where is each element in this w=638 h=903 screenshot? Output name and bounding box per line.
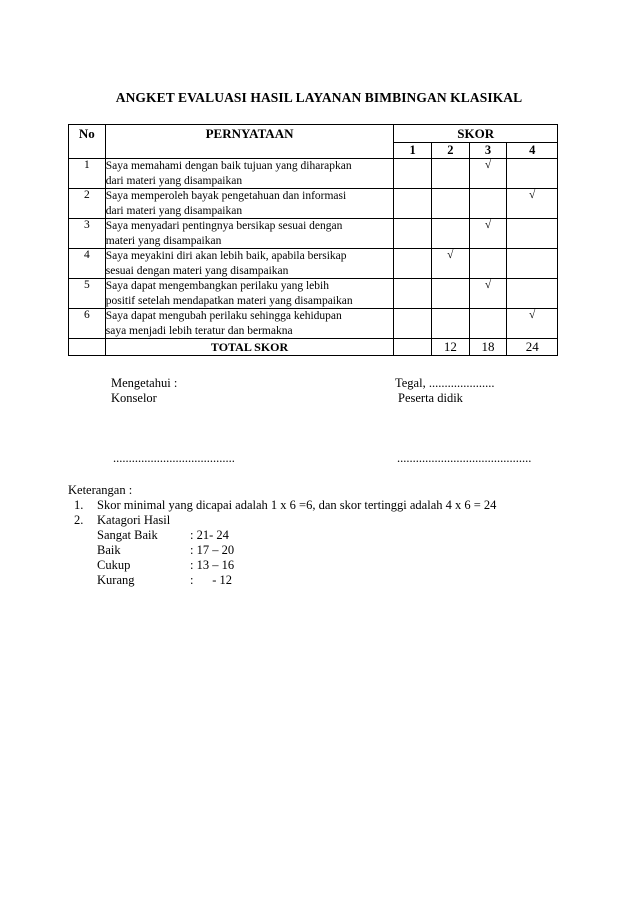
table-row: [69, 309, 558, 339]
score-cell: [431, 279, 469, 309]
note-2-text: Katagori Hasil: [97, 513, 171, 527]
row-statement: Saya memahami dengan baik tujuan yang diharapkan dari materi yang disampaikan: [105, 159, 394, 189]
header-no: No: [69, 125, 106, 159]
score-cell: √: [507, 309, 558, 339]
row-number: 2: [69, 189, 106, 219]
note-1-text: Skor minimal yang dicapai adalah 1 x 6 =6, dan skor tertinggi adalah 4 x 6 = 24: [97, 498, 497, 512]
category-row: Kurang : - 12: [97, 573, 233, 587]
signature-right-line: ...........................................: [397, 451, 532, 465]
notes-heading: Keterangan :: [68, 483, 133, 497]
score-cell: [394, 189, 432, 219]
row-number: 5: [69, 279, 106, 309]
score-col-1: 1: [394, 143, 432, 159]
table-row: [69, 279, 558, 309]
signature-left-role: Konselor: [111, 391, 157, 405]
row-statement: Saya dapat mengembangkan perilaku yang lebih positif setelah mendapatkan materi yang disampaikan: [105, 279, 394, 309]
total-score-1: [394, 339, 432, 356]
row-statement: Saya memperoleh bayak pengetahuan dan informasi dari materi yang disampaikan: [105, 189, 394, 219]
score-cell: [431, 219, 469, 249]
note-2-number: 2.: [74, 513, 84, 527]
score-cell: √: [469, 279, 507, 309]
row-statement: Saya meyakini diri akan lebih baik, apabila bersikap sesuai dengan materi yang disampaikan: [105, 249, 394, 279]
signature-left-line: .......................................: [113, 451, 235, 465]
score-cell: [431, 309, 469, 339]
score-cell: [507, 249, 558, 279]
table-row: [69, 249, 558, 279]
category-row: Sangat Baik : 21- 24: [97, 528, 229, 542]
category-row: Cukup : 13 – 16: [97, 558, 235, 572]
table-row: [69, 189, 558, 219]
score-cell: [469, 189, 507, 219]
score-col-4: 4: [507, 143, 558, 159]
score-cell: [507, 159, 558, 189]
table-row: [69, 159, 558, 189]
score-cell: √: [431, 249, 469, 279]
row-number: 6: [69, 309, 106, 339]
score-cell: √: [469, 159, 507, 189]
total-label: TOTAL SKOR: [105, 339, 394, 356]
header-statement: PERNYATAAN: [105, 125, 394, 159]
category-row: Baik : 17 – 20: [97, 543, 235, 557]
score-cell: [431, 159, 469, 189]
score-cell: [507, 219, 558, 249]
score-cell: [394, 249, 432, 279]
score-col-2: 2: [431, 143, 469, 159]
row-number: 1: [69, 159, 106, 189]
score-cell: [469, 309, 507, 339]
total-row: [69, 339, 558, 356]
score-cell: [394, 159, 432, 189]
score-cell: [394, 279, 432, 309]
signature-right-role: Peserta didik: [398, 391, 463, 405]
score-cell: [394, 309, 432, 339]
score-cell: √: [507, 189, 558, 219]
signature-right-place-date: Tegal, .....................: [395, 376, 495, 390]
total-no-cell: [69, 339, 106, 356]
row-number: 3: [69, 219, 106, 249]
total-score-3: 18: [469, 339, 507, 356]
signature-left-label: Mengetahui :: [111, 376, 178, 390]
score-cell: [394, 219, 432, 249]
score-col-3: 3: [469, 143, 507, 159]
score-cell: [507, 279, 558, 309]
total-score-2: 12: [431, 339, 469, 356]
score-cell: [431, 189, 469, 219]
table-header-row: [69, 125, 558, 143]
total-score-4: 24: [507, 339, 558, 356]
row-statement: Saya dapat mengubah perilaku sehingga kehidupan saya menjadi lebih teratur dan bermakna: [105, 309, 394, 339]
table-row: [69, 219, 558, 249]
evaluation-table: [68, 124, 558, 356]
header-score: SKOR: [394, 125, 558, 143]
note-1-number: 1.: [74, 498, 84, 512]
row-number: 4: [69, 249, 106, 279]
score-cell: √: [469, 219, 507, 249]
page-title: ANGKET EVALUASI HASIL LAYANAN BIMBINGAN KLASIKAL: [115, 90, 523, 105]
score-cell: [469, 249, 507, 279]
row-statement: Saya menyadari pentingnya bersikap sesuai dengan materi yang disampaikan: [105, 219, 394, 249]
